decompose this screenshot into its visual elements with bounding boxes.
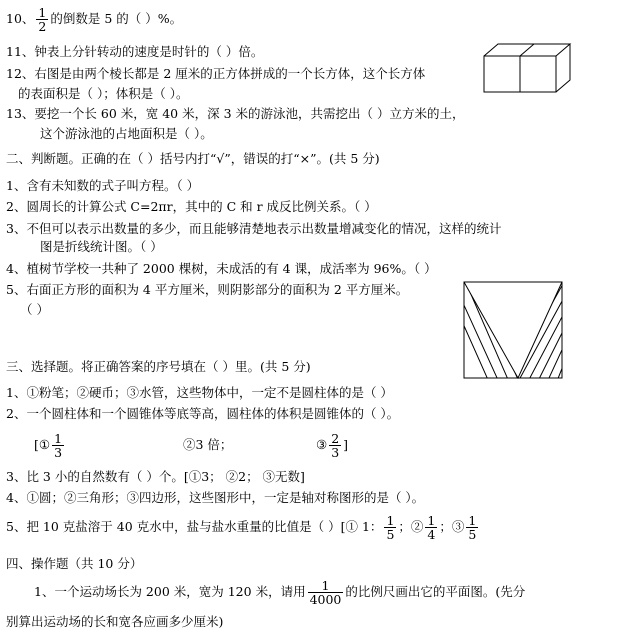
choice-2-options: [① $\frac{1}{3}$ — [34, 431, 63, 460]
section-3-title: 三、选择题。将正确答案的序号填在（ ）里。(共 5 分) — [6, 359, 311, 374]
judge-1: 1、含有未知数的式子叫方程。（ ） — [6, 178, 200, 193]
fraction: $\frac{1}{5}$ — [386, 513, 395, 542]
question-12-line1: 12、右图是由两个棱长都是 2 厘米的正方体拼成的一个长方体，这个长方体 — [6, 66, 426, 81]
question-12-line2: 的表面积是（ ）；体积是（ ）。 — [18, 86, 189, 101]
choice-4: 4、①圆；②三角形；③四边形，这些图形中，一定是轴对称图形的是（ ）。 — [6, 490, 425, 505]
judge-3-line2: 图是折线统计图。（ ） — [40, 239, 163, 254]
question-10: 10、 $\frac{1}{2}$ 的倒数是 5 的（ ）%。 — [6, 5, 183, 34]
fraction: $\frac{1}{2}$ — [38, 5, 47, 34]
choice-1: 1、①粉笔；②硬币；③水管，这些物体中，一定不是圆柱体的是（ ） — [6, 385, 393, 400]
cuboid-figure — [482, 42, 577, 94]
question-13-line2: 这个游泳池的占地面积是（ ）。 — [40, 126, 213, 141]
judge-4: 4、植树节学校一共种了 2000 棵树，未成活的有 4 课，成活率为 96%。（ ） — [6, 261, 437, 276]
judge-5-line2: （ ） — [20, 302, 49, 317]
choice-2-option-2: ②3 倍； — [183, 437, 233, 452]
square-shaded-figure — [463, 281, 563, 379]
section-2-title: 二、判断题。正确的在（ ）括号内打“√”，错误的打“×”。(共 5 分) — [6, 151, 380, 166]
question-11: 11、钟表上分针转动的速度是时针的（ ）倍。 — [6, 44, 264, 59]
choice-2-option-3: ③ $\frac{2}{3}$ ] — [316, 431, 349, 460]
section-4-title: 四、操作题（共 10 分） — [6, 556, 143, 571]
judge-3-line1: 3、不但可以表示出数量的多少，而且能够清楚地表示出数量增减变化的情况，这样的统计 — [6, 221, 502, 236]
choice-3: 3、比 3 小的自然数有（ ）个。[①3； ②2； ③无数] — [6, 469, 305, 484]
fraction: $\frac{2}{3}$ — [331, 431, 340, 460]
question-13-line1: 13、要挖一个长 60 米，宽 40 米，深 3 米的游泳池，共需挖出（ ）立方米的土， — [6, 106, 465, 121]
choice-2: 2、一个圆柱体和一个圆锥体等底等高，圆柱体的体积是圆锥体的（ ）。 — [6, 406, 400, 421]
choice-5: 5、把 10 克盐溶于 40 克水中，盐与盐水重量的比值是（ ）[① 1： $\frac{1}{5}$ ；② $\frac{1}{4}$ ；③ $\frac{1}{5}$ — [6, 513, 477, 542]
judge-5-line1: 5、右面正方形的面积为 4 平方厘米，则阴影部分的面积为 2 平方厘米。 — [6, 282, 409, 297]
judge-2: 2、圆周长的计算公式 C=2πr，其中的 C 和 r 成反比例关系。（ ） — [6, 199, 377, 214]
fraction: $\frac{1}{5}$ — [468, 513, 477, 542]
operation-1-line1: 1、一个运动场长为 200 米，宽为 120 米，请用 $\frac{1}{4000}$ 的比例尺画出它的平面图。(先分 — [34, 578, 526, 607]
fraction: $\frac{1}{4}$ — [427, 513, 436, 542]
fraction: $\frac{1}{3}$ — [54, 431, 63, 460]
operation-1-line2: 别算出运动场的长和宽各应画多少厘米) — [6, 614, 224, 629]
fraction: $\frac{1}{4000}$ — [309, 578, 342, 607]
